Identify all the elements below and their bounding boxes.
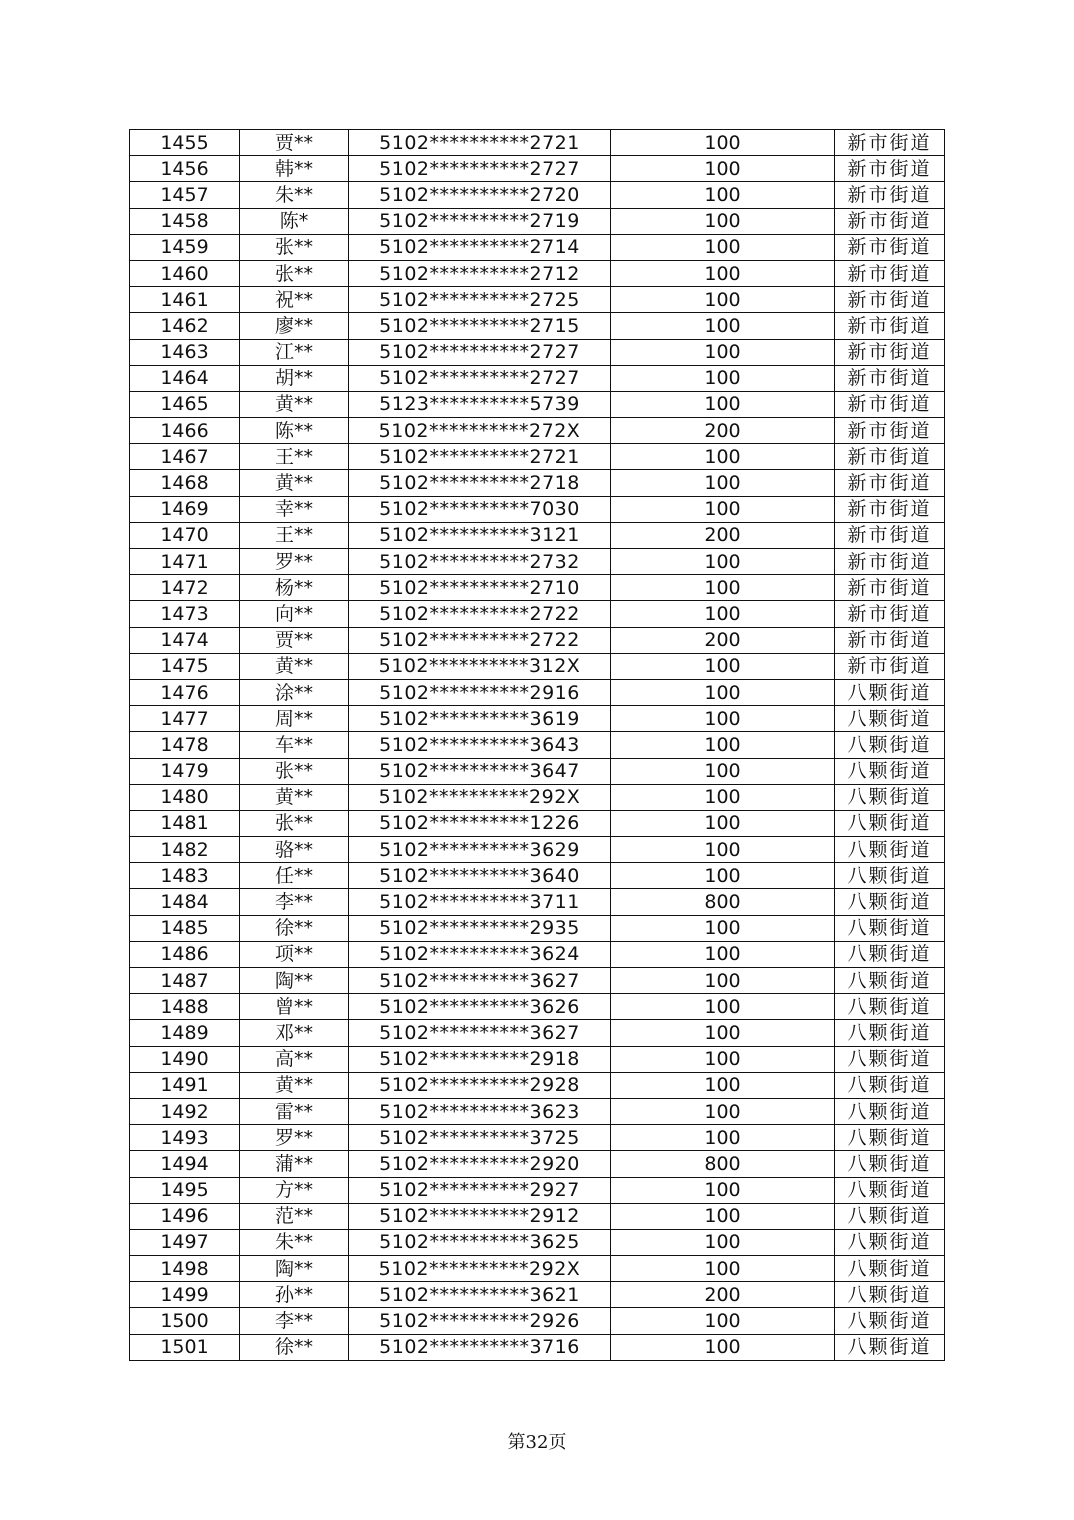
name-cell: 胡** xyxy=(240,365,349,391)
name-cell: 杨** xyxy=(240,575,349,601)
name-cell: 项** xyxy=(240,941,349,967)
row-number-cell: 1482 xyxy=(130,837,240,863)
row-number-cell: 1494 xyxy=(130,1151,240,1177)
name-cell: 黄** xyxy=(240,470,349,496)
amount-cell: 100 xyxy=(611,837,835,863)
id-number-cell: 5102**********2715 xyxy=(349,313,611,339)
row-number-cell: 1478 xyxy=(130,732,240,758)
amount-cell: 800 xyxy=(611,1151,835,1177)
street-cell: 八颗街道 xyxy=(835,1098,945,1124)
id-number-cell: 5102**********272X xyxy=(349,418,611,444)
table-row xyxy=(130,1177,945,1203)
row-number-cell: 1462 xyxy=(130,313,240,339)
table-row xyxy=(130,549,945,575)
street-cell: 八颗街道 xyxy=(835,1229,945,1255)
table-row xyxy=(130,784,945,810)
amount-cell: 100 xyxy=(611,732,835,758)
table-row xyxy=(130,260,945,286)
table-row xyxy=(130,706,945,732)
table-row xyxy=(130,156,945,182)
street-cell: 八颗街道 xyxy=(835,1282,945,1308)
street-cell: 新市街道 xyxy=(835,653,945,679)
street-cell: 新市街道 xyxy=(835,365,945,391)
table-row xyxy=(130,470,945,496)
row-number-cell: 1484 xyxy=(130,889,240,915)
table-row xyxy=(130,1282,945,1308)
row-number-cell: 1487 xyxy=(130,968,240,994)
amount-cell: 100 xyxy=(611,1072,835,1098)
row-number-cell: 1455 xyxy=(130,130,240,156)
name-cell: 陈** xyxy=(240,418,349,444)
name-cell: 方** xyxy=(240,1177,349,1203)
amount-cell: 200 xyxy=(611,418,835,444)
row-number-cell: 1474 xyxy=(130,627,240,653)
amount-cell: 100 xyxy=(611,470,835,496)
id-number-cell: 5102**********2727 xyxy=(349,365,611,391)
id-number-cell: 5102**********3626 xyxy=(349,994,611,1020)
id-number-cell: 5102**********2916 xyxy=(349,679,611,705)
street-cell: 八颗街道 xyxy=(835,994,945,1020)
name-cell: 高** xyxy=(240,1046,349,1072)
street-cell: 新市街道 xyxy=(835,549,945,575)
name-cell: 贾** xyxy=(240,130,349,156)
row-number-cell: 1499 xyxy=(130,1282,240,1308)
amount-cell: 100 xyxy=(611,1229,835,1255)
row-number-cell: 1456 xyxy=(130,156,240,182)
street-cell: 新市街道 xyxy=(835,418,945,444)
name-cell: 周** xyxy=(240,706,349,732)
id-number-cell: 5102**********2721 xyxy=(349,444,611,470)
id-number-cell: 5102**********2710 xyxy=(349,575,611,601)
id-number-cell: 5102**********3627 xyxy=(349,968,611,994)
amount-cell: 100 xyxy=(611,496,835,522)
table-row xyxy=(130,496,945,522)
street-cell: 新市街道 xyxy=(835,234,945,260)
id-number-cell: 5102**********3716 xyxy=(349,1334,611,1360)
street-cell: 新市街道 xyxy=(835,522,945,548)
table-row xyxy=(130,575,945,601)
amount-cell: 100 xyxy=(611,365,835,391)
row-number-cell: 1481 xyxy=(130,810,240,836)
id-number-cell: 5102**********2920 xyxy=(349,1151,611,1177)
records-table xyxy=(129,129,945,1361)
id-number-cell: 5102**********3624 xyxy=(349,941,611,967)
street-cell: 八颗街道 xyxy=(835,889,945,915)
amount-cell: 100 xyxy=(611,679,835,705)
table-row xyxy=(130,418,945,444)
table-row xyxy=(130,1125,945,1151)
table-row xyxy=(130,1098,945,1124)
amount-cell: 100 xyxy=(611,182,835,208)
id-number-cell: 5102**********2727 xyxy=(349,339,611,365)
name-cell: 陈* xyxy=(240,208,349,234)
table-row xyxy=(130,339,945,365)
street-cell: 八颗街道 xyxy=(835,784,945,810)
table-row xyxy=(130,941,945,967)
row-number-cell: 1497 xyxy=(130,1229,240,1255)
name-cell: 陶** xyxy=(240,968,349,994)
name-cell: 王** xyxy=(240,522,349,548)
id-number-cell: 5102**********2727 xyxy=(349,156,611,182)
row-number-cell: 1463 xyxy=(130,339,240,365)
street-cell: 八颗街道 xyxy=(835,968,945,994)
id-number-cell: 5102**********3725 xyxy=(349,1125,611,1151)
row-number-cell: 1495 xyxy=(130,1177,240,1203)
table-row xyxy=(130,915,945,941)
id-number-cell: 5102**********3629 xyxy=(349,837,611,863)
row-number-cell: 1479 xyxy=(130,758,240,784)
amount-cell: 100 xyxy=(611,391,835,417)
table-row xyxy=(130,1229,945,1255)
row-number-cell: 1472 xyxy=(130,575,240,601)
amount-cell: 100 xyxy=(611,1098,835,1124)
street-cell: 八颗街道 xyxy=(835,1125,945,1151)
street-cell: 新市街道 xyxy=(835,627,945,653)
id-number-cell: 5102**********2926 xyxy=(349,1308,611,1334)
row-number-cell: 1473 xyxy=(130,601,240,627)
table-row xyxy=(130,994,945,1020)
name-cell: 邓** xyxy=(240,1020,349,1046)
name-cell: 向** xyxy=(240,601,349,627)
amount-cell: 100 xyxy=(611,968,835,994)
street-cell: 八颗街道 xyxy=(835,1046,945,1072)
row-number-cell: 1485 xyxy=(130,915,240,941)
street-cell: 八颗街道 xyxy=(835,915,945,941)
street-cell: 八颗街道 xyxy=(835,837,945,863)
name-cell: 韩** xyxy=(240,156,349,182)
row-number-cell: 1496 xyxy=(130,1203,240,1229)
id-number-cell: 5102**********3643 xyxy=(349,732,611,758)
street-cell: 新市街道 xyxy=(835,313,945,339)
row-number-cell: 1475 xyxy=(130,653,240,679)
amount-cell: 100 xyxy=(611,1203,835,1229)
id-number-cell: 5102**********2718 xyxy=(349,470,611,496)
table-row xyxy=(130,208,945,234)
amount-cell: 100 xyxy=(611,601,835,627)
name-cell: 曾** xyxy=(240,994,349,1020)
amount-cell: 100 xyxy=(611,549,835,575)
id-number-cell: 5102**********292X xyxy=(349,784,611,810)
name-cell: 罗** xyxy=(240,1125,349,1151)
id-number-cell: 5102**********2712 xyxy=(349,260,611,286)
amount-cell: 800 xyxy=(611,889,835,915)
row-number-cell: 1464 xyxy=(130,365,240,391)
name-cell: 车** xyxy=(240,732,349,758)
id-number-cell: 5102**********2714 xyxy=(349,234,611,260)
street-cell: 新市街道 xyxy=(835,156,945,182)
table-row xyxy=(130,182,945,208)
row-number-cell: 1470 xyxy=(130,522,240,548)
street-cell: 新市街道 xyxy=(835,391,945,417)
table-row xyxy=(130,391,945,417)
amount-cell: 100 xyxy=(611,810,835,836)
page-number: 第32页 xyxy=(507,1432,567,1453)
id-number-cell: 5102**********2719 xyxy=(349,208,611,234)
row-number-cell: 1480 xyxy=(130,784,240,810)
row-number-cell: 1459 xyxy=(130,234,240,260)
table-row xyxy=(130,679,945,705)
id-number-cell: 5102**********3711 xyxy=(349,889,611,915)
table-row xyxy=(130,732,945,758)
amount-cell: 100 xyxy=(611,863,835,889)
amount-cell: 100 xyxy=(611,575,835,601)
row-number-cell: 1461 xyxy=(130,287,240,313)
name-cell: 张** xyxy=(240,810,349,836)
row-number-cell: 1471 xyxy=(130,549,240,575)
street-cell: 八颗街道 xyxy=(835,863,945,889)
street-cell: 八颗街道 xyxy=(835,706,945,732)
id-number-cell: 5102**********2725 xyxy=(349,287,611,313)
amount-cell: 100 xyxy=(611,1020,835,1046)
street-cell: 新市街道 xyxy=(835,444,945,470)
amount-cell: 100 xyxy=(611,941,835,967)
name-cell: 贾** xyxy=(240,627,349,653)
table-row xyxy=(130,1046,945,1072)
amount-cell: 100 xyxy=(611,1046,835,1072)
name-cell: 朱** xyxy=(240,1229,349,1255)
table-row xyxy=(130,653,945,679)
id-number-cell: 5102**********3625 xyxy=(349,1229,611,1255)
amount-cell: 100 xyxy=(611,784,835,810)
name-cell: 张** xyxy=(240,260,349,286)
table-row xyxy=(130,1072,945,1098)
id-number-cell: 5102**********2720 xyxy=(349,182,611,208)
amount-cell: 100 xyxy=(611,287,835,313)
table-row xyxy=(130,968,945,994)
name-cell: 幸** xyxy=(240,496,349,522)
id-number-cell: 5102**********3621 xyxy=(349,1282,611,1308)
id-number-cell: 5102**********2721 xyxy=(349,130,611,156)
id-number-cell: 5123**********5739 xyxy=(349,391,611,417)
name-cell: 陶** xyxy=(240,1256,349,1282)
name-cell: 徐** xyxy=(240,1334,349,1360)
table-row xyxy=(130,758,945,784)
amount-cell: 100 xyxy=(611,156,835,182)
street-cell: 八颗街道 xyxy=(835,1072,945,1098)
amount-cell: 100 xyxy=(611,706,835,732)
name-cell: 朱** xyxy=(240,182,349,208)
row-number-cell: 1488 xyxy=(130,994,240,1020)
amount-cell: 100 xyxy=(611,1125,835,1151)
name-cell: 黄** xyxy=(240,1072,349,1098)
table-row xyxy=(130,287,945,313)
row-number-cell: 1491 xyxy=(130,1072,240,1098)
row-number-cell: 1467 xyxy=(130,444,240,470)
street-cell: 八颗街道 xyxy=(835,758,945,784)
street-cell: 八颗街道 xyxy=(835,1020,945,1046)
id-number-cell: 5102**********2732 xyxy=(349,549,611,575)
amount-cell: 100 xyxy=(611,339,835,365)
row-number-cell: 1465 xyxy=(130,391,240,417)
row-number-cell: 1466 xyxy=(130,418,240,444)
id-number-cell: 5102**********312X xyxy=(349,653,611,679)
id-number-cell: 5102**********3121 xyxy=(349,522,611,548)
id-number-cell: 5102**********3627 xyxy=(349,1020,611,1046)
amount-cell: 100 xyxy=(611,994,835,1020)
street-cell: 新市街道 xyxy=(835,208,945,234)
street-cell: 新市街道 xyxy=(835,470,945,496)
street-cell: 新市街道 xyxy=(835,287,945,313)
street-cell: 新市街道 xyxy=(835,130,945,156)
id-number-cell: 5102**********2918 xyxy=(349,1046,611,1072)
street-cell: 新市街道 xyxy=(835,601,945,627)
name-cell: 张** xyxy=(240,758,349,784)
table-row xyxy=(130,1256,945,1282)
name-cell: 罗** xyxy=(240,549,349,575)
street-cell: 八颗街道 xyxy=(835,941,945,967)
name-cell: 祝** xyxy=(240,287,349,313)
row-number-cell: 1469 xyxy=(130,496,240,522)
name-cell: 黄** xyxy=(240,653,349,679)
amount-cell: 100 xyxy=(611,1177,835,1203)
street-cell: 八颗街道 xyxy=(835,1256,945,1282)
row-number-cell: 1468 xyxy=(130,470,240,496)
amount-cell: 100 xyxy=(611,208,835,234)
street-cell: 八颗街道 xyxy=(835,810,945,836)
table-row xyxy=(130,863,945,889)
table-row xyxy=(130,810,945,836)
name-cell: 徐** xyxy=(240,915,349,941)
amount-cell: 200 xyxy=(611,627,835,653)
amount-cell: 100 xyxy=(611,260,835,286)
name-cell: 蒲** xyxy=(240,1151,349,1177)
row-number-cell: 1486 xyxy=(130,941,240,967)
name-cell: 廖** xyxy=(240,313,349,339)
id-number-cell: 5102**********3647 xyxy=(349,758,611,784)
id-number-cell: 5102**********3623 xyxy=(349,1098,611,1124)
amount-cell: 100 xyxy=(611,130,835,156)
row-number-cell: 1458 xyxy=(130,208,240,234)
table-row xyxy=(130,365,945,391)
name-cell: 骆** xyxy=(240,837,349,863)
table-row xyxy=(130,627,945,653)
street-cell: 新市街道 xyxy=(835,260,945,286)
id-number-cell: 5102**********292X xyxy=(349,1256,611,1282)
table-row xyxy=(130,1308,945,1334)
id-number-cell: 5102**********2722 xyxy=(349,627,611,653)
id-number-cell: 5102**********3640 xyxy=(349,863,611,889)
name-cell: 任** xyxy=(240,863,349,889)
name-cell: 张** xyxy=(240,234,349,260)
table-row xyxy=(130,313,945,339)
amount-cell: 100 xyxy=(611,234,835,260)
row-number-cell: 1460 xyxy=(130,260,240,286)
row-number-cell: 1501 xyxy=(130,1334,240,1360)
row-number-cell: 1457 xyxy=(130,182,240,208)
amount-cell: 200 xyxy=(611,522,835,548)
street-cell: 新市街道 xyxy=(835,496,945,522)
name-cell: 涂** xyxy=(240,679,349,705)
id-number-cell: 5102**********2935 xyxy=(349,915,611,941)
row-number-cell: 1500 xyxy=(130,1308,240,1334)
id-number-cell: 5102**********2722 xyxy=(349,601,611,627)
id-number-cell: 5102**********2927 xyxy=(349,1177,611,1203)
amount-cell: 100 xyxy=(611,1308,835,1334)
id-number-cell: 5102**********3619 xyxy=(349,706,611,732)
street-cell: 新市街道 xyxy=(835,339,945,365)
street-cell: 八颗街道 xyxy=(835,732,945,758)
amount-cell: 100 xyxy=(611,444,835,470)
id-number-cell: 5102**********2912 xyxy=(349,1203,611,1229)
street-cell: 八颗街道 xyxy=(835,1334,945,1360)
amount-cell: 100 xyxy=(611,1334,835,1360)
street-cell: 八颗街道 xyxy=(835,1177,945,1203)
name-cell: 雷** xyxy=(240,1098,349,1124)
table-row xyxy=(130,889,945,915)
row-number-cell: 1490 xyxy=(130,1046,240,1072)
name-cell: 孙** xyxy=(240,1282,349,1308)
street-cell: 八颗街道 xyxy=(835,1203,945,1229)
table-row xyxy=(130,601,945,627)
row-number-cell: 1493 xyxy=(130,1125,240,1151)
amount-cell: 100 xyxy=(611,653,835,679)
row-number-cell: 1476 xyxy=(130,679,240,705)
records-table-body xyxy=(130,130,945,1361)
row-number-cell: 1492 xyxy=(130,1098,240,1124)
street-cell: 八颗街道 xyxy=(835,679,945,705)
row-number-cell: 1477 xyxy=(130,706,240,732)
table-row xyxy=(130,1020,945,1046)
street-cell: 新市街道 xyxy=(835,575,945,601)
table-row xyxy=(130,1151,945,1177)
table-row xyxy=(130,234,945,260)
table-row xyxy=(130,837,945,863)
row-number-cell: 1489 xyxy=(130,1020,240,1046)
name-cell: 李** xyxy=(240,1308,349,1334)
amount-cell: 100 xyxy=(611,313,835,339)
name-cell: 黄** xyxy=(240,784,349,810)
street-cell: 八颗街道 xyxy=(835,1308,945,1334)
amount-cell: 200 xyxy=(611,1282,835,1308)
street-cell: 新市街道 xyxy=(835,182,945,208)
table-row xyxy=(130,130,945,156)
table-row xyxy=(130,1203,945,1229)
name-cell: 李** xyxy=(240,889,349,915)
table-row xyxy=(130,1334,945,1360)
name-cell: 江** xyxy=(240,339,349,365)
name-cell: 黄** xyxy=(240,391,349,417)
table-row xyxy=(130,522,945,548)
row-number-cell: 1483 xyxy=(130,863,240,889)
amount-cell: 100 xyxy=(611,1256,835,1282)
name-cell: 范** xyxy=(240,1203,349,1229)
street-cell: 八颗街道 xyxy=(835,1151,945,1177)
id-number-cell: 5102**********7030 xyxy=(349,496,611,522)
name-cell: 王** xyxy=(240,444,349,470)
id-number-cell: 5102**********1226 xyxy=(349,810,611,836)
amount-cell: 100 xyxy=(611,915,835,941)
amount-cell: 100 xyxy=(611,758,835,784)
table-row xyxy=(130,444,945,470)
row-number-cell: 1498 xyxy=(130,1256,240,1282)
id-number-cell: 5102**********2928 xyxy=(349,1072,611,1098)
